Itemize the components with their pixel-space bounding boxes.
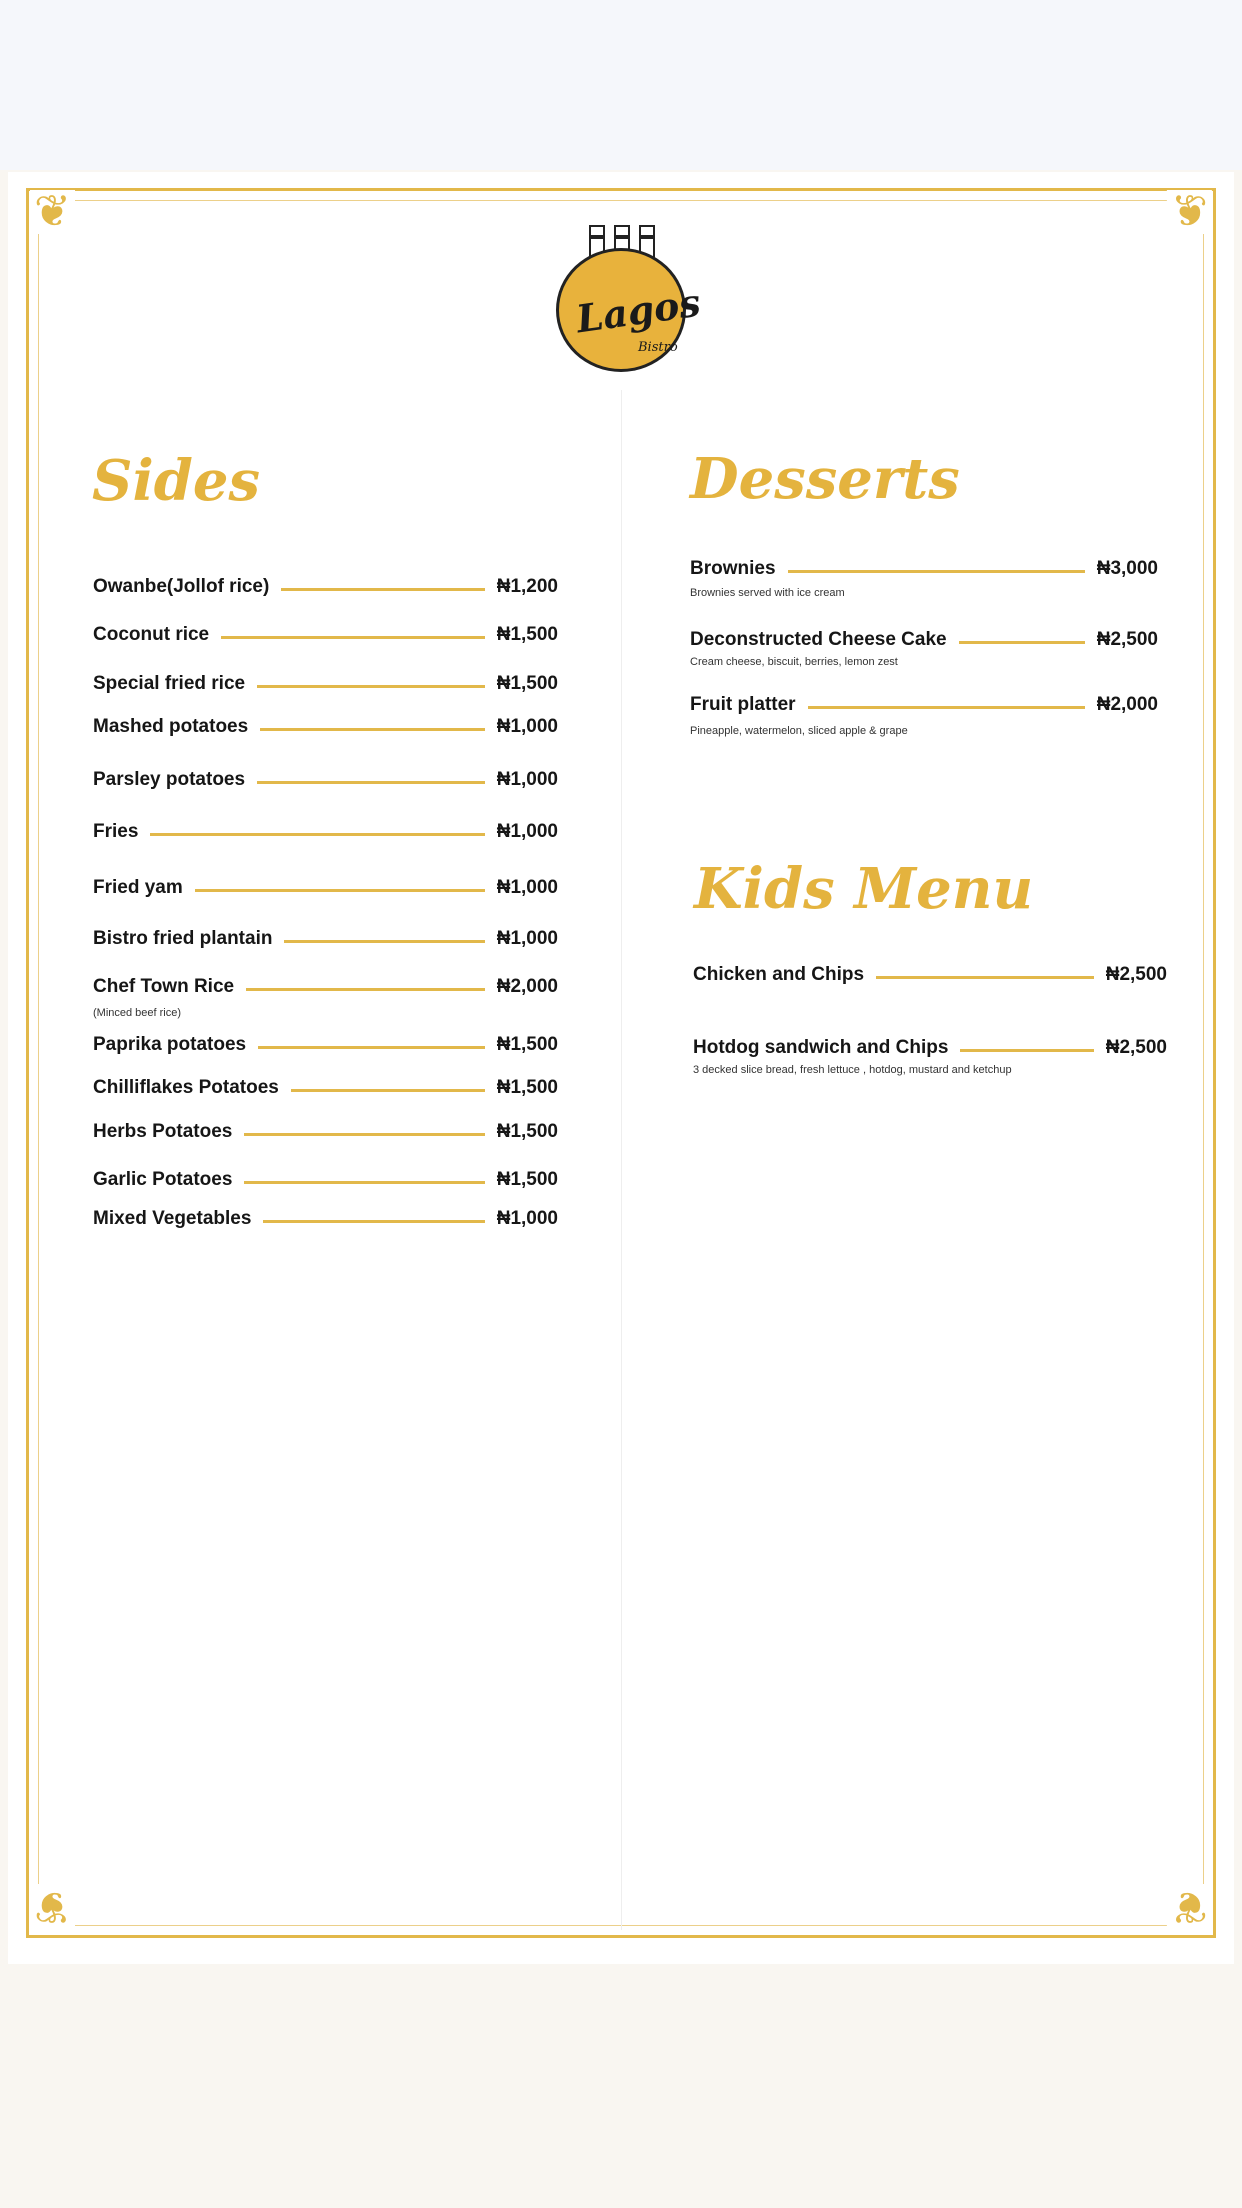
lagos-bistro-logo (554, 222, 704, 372)
leader-line (244, 1133, 484, 1136)
sides-heading: Sides (92, 448, 261, 514)
item-name: Chilliflakes Potatoes (93, 1077, 279, 1098)
leader-line (263, 1220, 484, 1223)
leader-line (284, 940, 484, 943)
leader-line (221, 636, 485, 639)
sides-menu-item (93, 819, 558, 845)
ornament-icon: ❦ (1167, 1884, 1212, 1928)
sides-menu-item (93, 574, 558, 600)
leader-line (257, 781, 485, 784)
logo-name: Lagos (573, 279, 704, 342)
sides-menu-item (93, 1206, 558, 1232)
column-divider (621, 390, 622, 1930)
item-name: Deconstructed Cheese Cake (690, 629, 947, 650)
item-name: Coconut rice (93, 624, 210, 645)
leader-line (150, 833, 484, 836)
item-price: ₦3,000 (1096, 558, 1158, 579)
item-price: ₦2,500 (1105, 964, 1167, 985)
item-price: ₦2,500 (1096, 629, 1158, 650)
item-price: ₦1,200 (496, 576, 558, 597)
sides-menu-item (93, 1119, 558, 1145)
item-name: Fries (93, 821, 139, 842)
item-price: ₦1,000 (496, 928, 558, 949)
status-area (0, 0, 1242, 170)
sides-menu-item (93, 1032, 558, 1058)
desserts-menu-item (690, 627, 1158, 653)
leader-line (246, 988, 485, 991)
leader-line (244, 1181, 484, 1184)
item-description: 3 decked slice bread, fresh lettuce , hotdog, mustard and ketchup (693, 1064, 1012, 1076)
logo-sub: Bistro (638, 340, 678, 355)
sides-menu-item (93, 875, 558, 901)
desserts-menu-item (690, 556, 1158, 582)
item-price: ₦1,500 (496, 1169, 558, 1190)
item-name: Garlic Potatoes (93, 1169, 233, 1190)
kids-menu-heading: Kids Menu (694, 856, 1034, 922)
desserts-menu-item (690, 692, 1158, 718)
item-price: ₦1,000 (496, 821, 558, 842)
leader-line (959, 641, 1085, 644)
item-description: Cream cheese, biscuit, berries, lemon zest (690, 656, 898, 668)
item-price: ₦2,000 (1096, 694, 1158, 715)
item-name: Chef Town Rice (93, 976, 235, 997)
item-price: ₦1,000 (496, 716, 558, 737)
item-name: Parsley potatoes (93, 769, 246, 790)
item-name: Fruit platter (690, 694, 796, 715)
item-description: (Minced beef rice) (93, 1007, 182, 1019)
item-name: Chicken and Chips (693, 964, 865, 985)
item-name: Brownies (690, 558, 776, 579)
kids-menu-item (693, 1035, 1167, 1061)
leader-line (260, 728, 485, 731)
item-name: Special fried rice (93, 673, 246, 694)
item-price: ₦1,000 (496, 1208, 558, 1229)
item-price: ₦1,500 (496, 1077, 558, 1098)
sides-menu-item (93, 1167, 558, 1193)
item-price: ₦1,500 (496, 673, 558, 694)
item-price: ₦1,000 (496, 877, 558, 898)
item-price: ₦2,500 (1105, 1037, 1167, 1058)
sides-menu-item (93, 1075, 558, 1101)
item-name: Paprika potatoes (93, 1034, 247, 1055)
item-name: Herbs Potatoes (93, 1121, 233, 1142)
sides-menu-item (93, 714, 558, 740)
leader-line (258, 1046, 485, 1049)
leader-line (195, 889, 485, 892)
item-price: ₦1,500 (496, 1034, 558, 1055)
item-name: Mashed potatoes (93, 716, 249, 737)
ornament-icon: ❦ (30, 1884, 75, 1928)
leader-line (281, 588, 484, 591)
kids-menu-item (693, 962, 1167, 988)
leader-line (808, 706, 1085, 709)
item-name: Fried yam (93, 877, 183, 898)
item-name: Owanbe(Jollof rice) (93, 576, 270, 597)
sides-menu-item (93, 622, 558, 648)
item-price: ₦2,000 (496, 976, 558, 997)
item-description: Brownies served with ice cream (690, 587, 845, 599)
item-name: Mixed Vegetables (93, 1208, 252, 1229)
item-name: Hotdog sandwich and Chips (693, 1037, 949, 1058)
ornament-icon: ❦ (1167, 190, 1212, 234)
leader-line (291, 1089, 485, 1092)
desserts-heading: Desserts (690, 446, 960, 512)
sides-menu-item (93, 671, 558, 697)
item-price: ₦1,000 (496, 769, 558, 790)
item-price: ₦1,500 (496, 1121, 558, 1142)
item-name: Bistro fried plantain (93, 928, 273, 949)
sides-menu-item (93, 767, 558, 793)
item-description: Pineapple, watermelon, sliced apple & grape (690, 725, 908, 737)
sides-menu-item (93, 926, 558, 952)
leader-line (788, 570, 1085, 573)
ornament-icon: ❦ (30, 190, 75, 234)
leader-line (876, 976, 1094, 979)
leader-line (257, 685, 485, 688)
item-price: ₦1,500 (496, 624, 558, 645)
sides-menu-item (93, 974, 558, 1000)
leader-line (960, 1049, 1093, 1052)
